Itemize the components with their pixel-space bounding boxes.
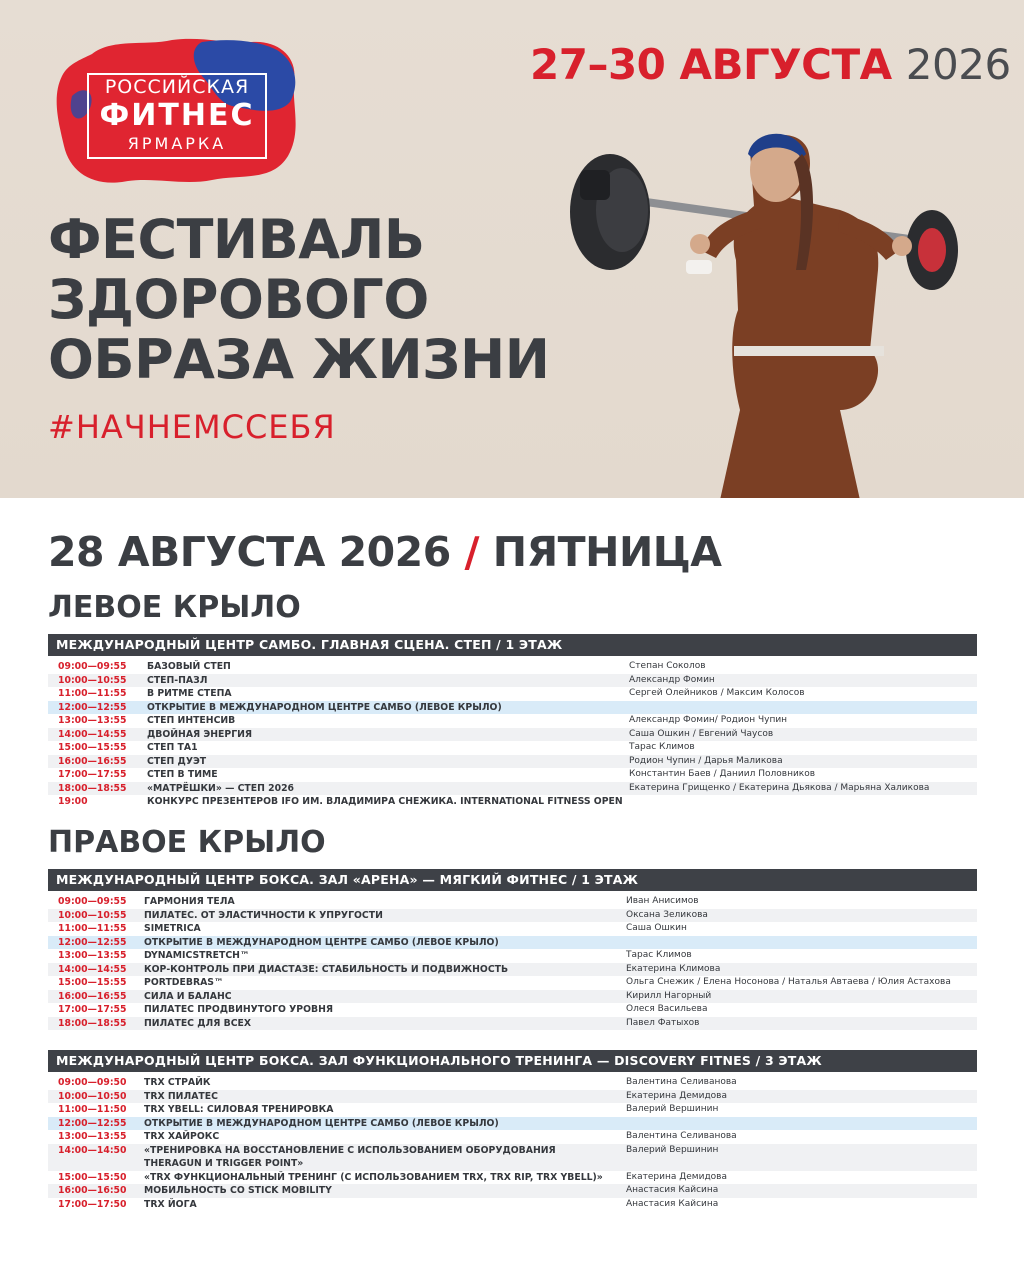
schedule-row <box>48 1017 977 1031</box>
session-name: СТЕП-ПАЗЛ <box>147 674 208 686</box>
session-presenters: Валерий Вершинин <box>626 1144 719 1155</box>
logo-line-3: ЯРМАРКА <box>127 134 227 153</box>
session-presenters: Сергей Олейников / Максим Колосов <box>629 688 805 698</box>
schedule-row <box>48 728 977 742</box>
session-name: ГАРМОНИЯ ТЕЛА <box>144 896 235 907</box>
schedule-row <box>48 963 977 977</box>
schedule-section-sambo <box>48 634 977 809</box>
session-time: 17:00—17:50 <box>58 1198 127 1210</box>
session-name: МОБИЛЬНОСТЬ СО STICK MOBILITY <box>144 1185 332 1196</box>
schedule-row <box>48 1130 977 1144</box>
hero-banner <box>0 0 1024 498</box>
session-name: TRX YBELL: СИЛОВАЯ ТРЕНИРОВКА <box>144 1104 334 1115</box>
session-presenters: Оксана Зеликова <box>626 909 708 920</box>
session-time: 14:00—14:55 <box>58 963 127 975</box>
session-presenters: Екатерина Демидова <box>626 1090 727 1101</box>
session-time: 15:00—15:50 <box>58 1171 127 1183</box>
session-name: TRX ПИЛАТЕС <box>144 1090 218 1102</box>
schedule-section-arena <box>48 869 977 1030</box>
session-name: ОТКРЫТИЕ В МЕЖДУНАРОДНОМ ЦЕНТРЕ САМБО (ЛЕВОЕ КРЫЛО) <box>147 701 502 713</box>
session-time: 13:00—13:55 <box>58 1131 127 1142</box>
session-time: 12:00—12:55 <box>58 936 127 948</box>
session-name: TRX СТРАЙК <box>144 1077 211 1088</box>
schedule-row <box>48 1144 977 1171</box>
schedule-rows <box>48 895 977 1030</box>
schedule-row <box>48 1117 977 1131</box>
session-presenters: Анастасия Кайсина <box>626 1198 719 1209</box>
festival-title-line-2: ЗДОРОВОГО <box>48 268 429 331</box>
session-presenters: Екатерина Демидова <box>626 1171 727 1182</box>
schedule-row <box>48 674 977 688</box>
schedule-row <box>48 1103 977 1117</box>
schedule-row <box>48 922 977 936</box>
left-wing-heading: ЛЕВОЕ КРЫЛО <box>48 590 301 625</box>
schedule-row <box>48 660 977 674</box>
session-presenters: Степан Соколов <box>629 661 706 671</box>
session-time: 09:00—09:55 <box>58 661 127 672</box>
day-weekday: ПЯТНИЦА <box>492 528 722 576</box>
schedule-row <box>48 795 977 809</box>
schedule-row <box>48 768 977 782</box>
schedule-row <box>48 1076 977 1090</box>
session-presenters: Тарас Климов <box>626 950 692 960</box>
athlete-with-barbell-image <box>540 110 1000 498</box>
session-name: БАЗОВЫЙ СТЕП <box>147 661 231 672</box>
session-presenters: Александр Фомин <box>629 674 715 685</box>
event-dates-range: 27–30 АВГУСТА <box>530 40 892 89</box>
session-time: 16:00—16:55 <box>58 990 127 1002</box>
session-presenters: Олеся Васильева <box>626 1004 708 1014</box>
session-name: ПИЛАТЕС ДЛЯ ВСЕХ <box>144 1017 252 1029</box>
session-time: 15:00—15:55 <box>58 742 127 753</box>
schedule-row <box>48 1171 977 1185</box>
session-time: 10:00—10:55 <box>58 909 127 921</box>
schedule-rows <box>48 660 977 809</box>
session-name: ДВОЙНАЯ ЭНЕРГИЯ <box>147 728 253 740</box>
day-date: 28 АВГУСТА 2026 <box>48 528 451 576</box>
session-presenters: Валерий Вершинин <box>626 1104 719 1114</box>
session-time: 10:00—10:55 <box>58 674 127 686</box>
schedule-rows <box>48 1076 977 1211</box>
session-name: ПИЛАТЕС. ОТ ЭЛАСТИЧНОСТИ К УПРУГОСТИ <box>144 909 383 921</box>
session-time: 09:00—09:55 <box>58 896 127 907</box>
session-time: 12:00—12:55 <box>58 701 127 713</box>
section-title: МЕЖДУНАРОДНЫЙ ЦЕНТР БОКСА. ЗАЛ ФУНКЦИОНАЛЬНОГО ТРЕНИНГА — DISCOVERY FITNES / 3 ЭТАЖ <box>48 1050 977 1072</box>
session-name: PORTDEBRAS™ <box>144 977 224 988</box>
festival-title-line-1: ФЕСТИВАЛЬ <box>48 208 425 271</box>
schedule-section-functional <box>48 1050 977 1211</box>
session-name: В РИТМЕ СТЕПА <box>147 688 232 699</box>
session-presenters: Валентина Селиванова <box>626 1077 737 1087</box>
session-time: 12:00—12:55 <box>58 1117 127 1129</box>
session-name: СИЛА И БАЛАНС <box>144 990 232 1002</box>
session-time: 18:00—18:55 <box>58 1017 127 1029</box>
session-name: СТЕП ИНТЕНСИВ <box>147 715 236 726</box>
session-name: «ТРЕНИРОВКА НА ВОССТАНОВЛЕНИЕ С ИСПОЛЬЗОВАНИЕМ ОБОРУДОВАНИЯ THERAGUN И TRIGGER POINT» <box>144 1144 556 1169</box>
session-presenters: Родион Чупин / Дарья Маликова <box>629 755 783 766</box>
session-name: КОНКУРС ПРЕЗЕНТЕРОВ IFO ИМ. ВЛАДИМИРА СНЕЖИКА. INTERNATIONAL FITNESS OPEN <box>147 796 623 807</box>
day-heading <box>48 528 722 576</box>
session-name: СТЕП В ТИМЕ <box>147 769 218 780</box>
session-name: SIMETRICA <box>144 923 201 934</box>
session-time: 17:00—17:55 <box>58 1004 127 1015</box>
session-time: 19:00 <box>58 796 88 807</box>
session-presenters: Александр Фомин/ Родион Чупин <box>629 715 788 725</box>
festival-title-line-3: ОБРАЗА ЖИЗНИ <box>48 328 550 391</box>
session-name: СТЕП ТА1 <box>147 742 198 753</box>
session-presenters: Саша Ошкин / Евгений Чаусов <box>629 728 774 739</box>
schedule-row <box>48 714 977 728</box>
session-presenters: Павел Фатыхов <box>626 1017 700 1028</box>
schedule-row <box>48 782 977 796</box>
session-presenters: Ольга Снежик / Елена Носонова / Наталья Автаева / Юлия Астахова <box>626 977 951 987</box>
day-separator: / <box>464 528 479 576</box>
schedule-row <box>48 990 977 1004</box>
schedule-row <box>48 1198 977 1212</box>
session-presenters: Валентина Селиванова <box>626 1131 737 1141</box>
session-presenters: Тарас Климов <box>629 742 695 752</box>
session-time: 13:00—13:55 <box>58 715 127 726</box>
session-name: ОТКРЫТИЕ В МЕЖДУНАРОДНОМ ЦЕНТРЕ САМБО (ЛЕВОЕ КРЫЛО) <box>144 1117 499 1129</box>
session-time: 17:00—17:55 <box>58 769 127 780</box>
schedule-row <box>48 976 977 990</box>
schedule-row <box>48 741 977 755</box>
session-presenters: Екатерина Грищенко / Екатерина Дьякова / Марьяна Халикова <box>629 782 930 793</box>
hashtag: #НАЧНЕМССЕБЯ <box>48 408 336 446</box>
session-time: 11:00—11:55 <box>58 923 127 934</box>
session-time: 11:00—11:55 <box>58 688 127 699</box>
schedule-row <box>48 909 977 923</box>
right-wing-heading: ПРАВОЕ КРЫЛО <box>48 825 326 860</box>
logo-line-1: РОССИЙСКАЯ <box>104 76 250 98</box>
session-name: «МАТРЁШКИ» — СТЕП 2026 <box>147 782 295 794</box>
session-time: 16:00—16:55 <box>58 755 127 767</box>
session-time: 15:00—15:55 <box>58 977 127 988</box>
event-year: 2026 <box>905 40 1011 89</box>
schedule-row <box>48 1003 977 1017</box>
section-title: МЕЖДУНАРОДНЫЙ ЦЕНТР САМБО. ГЛАВНАЯ СЦЕНА. СТЕП / 1 ЭТАЖ <box>48 634 977 656</box>
schedule-row <box>48 949 977 963</box>
schedule-row <box>48 701 977 715</box>
session-time: 13:00—13:55 <box>58 950 127 961</box>
session-time: 10:00—10:50 <box>58 1090 127 1102</box>
event-dates <box>530 40 1011 89</box>
schedule-row <box>48 936 977 950</box>
session-time: 11:00—11:50 <box>58 1104 127 1115</box>
schedule-row <box>48 895 977 909</box>
session-name: КОР-КОНТРОЛЬ ПРИ ДИАСТАЗЕ: СТАБИЛЬНОСТЬ И ПОДВИЖНОСТЬ <box>144 963 509 975</box>
session-name: TRX ХАЙРОКС <box>144 1131 220 1142</box>
session-time: 16:00—16:50 <box>58 1185 127 1196</box>
session-presenters: Иван Анисимов <box>626 896 699 906</box>
session-time: 14:00—14:55 <box>58 728 127 740</box>
festival-title <box>48 210 549 390</box>
session-name: «TRX ФУНКЦИОНАЛЬНЫЙ ТРЕНИНГ (С ИСПОЛЬЗОВАНИЕМ TRX, TRX RIP, TRX YBELL)» <box>144 1171 603 1183</box>
session-presenters: Константин Баев / Даниил Половников <box>629 769 816 779</box>
session-presenters: Анастасия Кайсина <box>626 1185 719 1195</box>
session-time: 14:00—14:50 <box>58 1144 127 1156</box>
session-presenters: Саша Ошкин <box>626 923 687 933</box>
session-presenters: Екатерина Климова <box>626 963 721 974</box>
section-title: МЕЖДУНАРОДНЫЙ ЦЕНТР БОКСА. ЗАЛ «АРЕНА» — МЯГКИЙ ФИТНЕС / 1 ЭТАЖ <box>48 869 977 891</box>
session-name: ПИЛАТЕС ПРОДВИНУТОГО УРОВНЯ <box>144 1004 334 1015</box>
schedule-row <box>48 755 977 769</box>
logo-line-2: ФИТНЕС <box>99 98 255 133</box>
session-time: 09:00—09:50 <box>58 1077 127 1088</box>
session-time: 18:00—18:55 <box>58 782 127 794</box>
schedule-row <box>48 1090 977 1104</box>
session-name: TRX ЙОГА <box>144 1198 197 1210</box>
schedule-row <box>48 687 977 701</box>
fitness-fair-logo <box>52 36 302 186</box>
session-presenters: Кирилл Нагорный <box>626 990 712 1001</box>
session-name: ОТКРЫТИЕ В МЕЖДУНАРОДНОМ ЦЕНТРЕ САМБО (ЛЕВОЕ КРЫЛО) <box>144 936 499 948</box>
session-name: СТЕП ДУЭТ <box>147 755 207 767</box>
schedule-row <box>48 1184 977 1198</box>
session-name: DYNAMICSTRETCH™ <box>144 950 250 961</box>
